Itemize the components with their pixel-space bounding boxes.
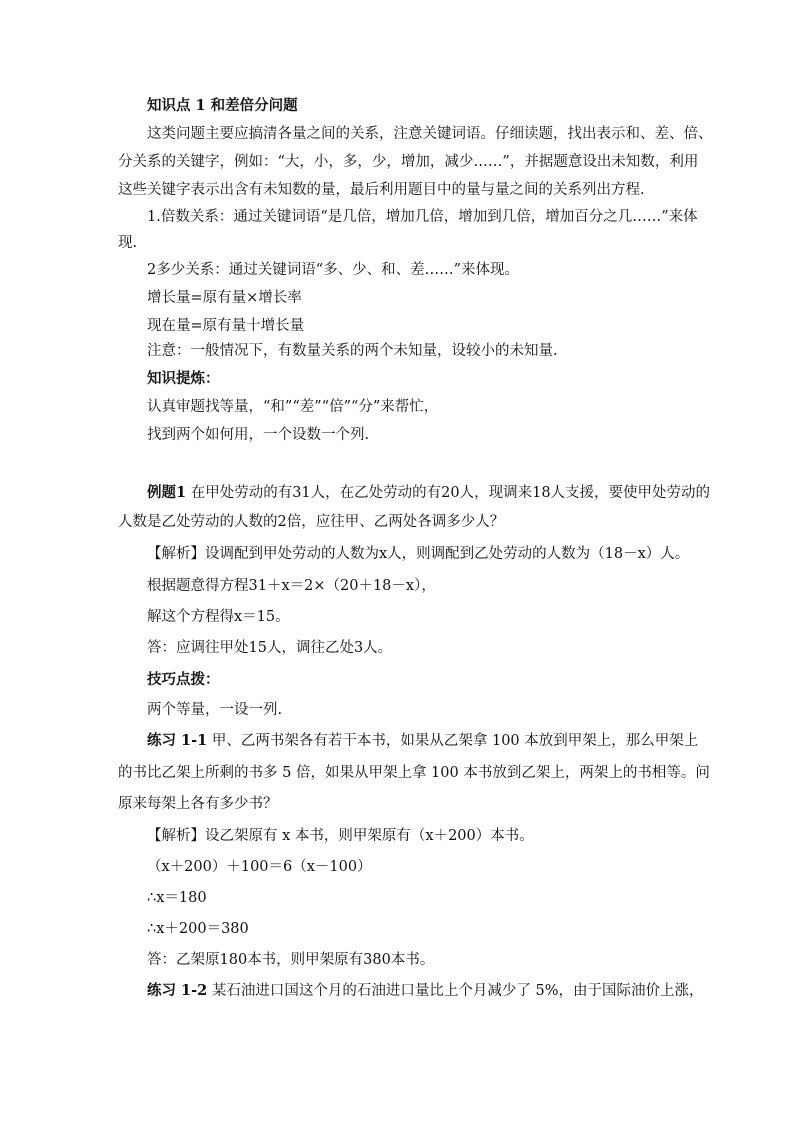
line-formula1: 增长量=原有量×增长率 [147, 290, 302, 306]
line-para1-1: 这类问题主要应搞清各量之间的关系，注意关键词语。仔细读题，找出表示和、差、倍、 [147, 126, 713, 142]
line-note: 注意：一般情况下，有数量关系的两个未知量，设较小的未知量. [147, 343, 558, 359]
line-refine-1: 认真审题找等量，“和”“差”“倍”“分”来帮忙， [147, 399, 439, 415]
line-refine-2: 找到两个如何用，一个设数一个列. [147, 427, 370, 443]
line-kp-title: 知识点 1 和差倍分问题 [147, 97, 298, 114]
line-para1-2: 分关系的关键字，例如：“大，小，多，少，增加，减少……”，并据题意设出未知数，利用 [118, 154, 699, 170]
line-item1-1: 1.倍数关系：通过关键词语“是几倍，增加几倍，增加到几倍，增加百分之几……”来体 [147, 209, 698, 225]
line-pr11-a4: ∴x＋200＝380 [147, 921, 249, 937]
line-tip: 两个等量，一设一列. [147, 702, 283, 718]
line-para1-3: 这些关键字表示出含有未知数的量，最后利用题目中的量与量之间的关系列出方程. [118, 182, 645, 198]
line-formula2: 现在量=原有量十增长量 [147, 318, 305, 334]
line-pr11-q3: 原来每架上各有多少书？ [118, 796, 278, 812]
pr12-q1-text: 某石油进口国这个月的石油进口量比上个月减少了 5%，由于国际油价上涨， [207, 983, 704, 999]
line-pr11-a1: 【解析】设乙架原有 x 本书，则甲架原有（x＋200）本书。 [147, 828, 534, 844]
line-pr12-q1 [147, 981, 703, 1001]
pr12-label: 练习 1-2 [147, 982, 208, 999]
line-ex1-a3: 解这个方程得x＝15。 [147, 609, 290, 625]
refine-title: 知识提炼： [147, 370, 220, 387]
line-ex1-a4: 答：应调往甲处15人，调往乙处3人。 [147, 640, 393, 656]
line-item2: 2多少关系：通过关键词语“多、少、和、差……”来体现。 [147, 262, 520, 278]
line-pr11-a2: （x＋200）＋100＝6（x－100） [147, 859, 372, 875]
pr11-label: 练习 1-1 [147, 732, 208, 749]
line-ex1-q2: 人数是乙处劳动的人数的2倍，应往甲、乙两处各调多少人？ [118, 514, 505, 530]
ex1-label: 例题1 [147, 484, 187, 501]
line-pr11-q1 [147, 731, 698, 751]
line-ex1-a1: 【解析】设调配到甲处劳动的人数为x人，则调配到乙处劳动的人数为（18－x）人。 [147, 546, 690, 562]
line-ex1-a2: 根据题意得方程31＋x＝2×（20＋18－x）， [147, 578, 436, 594]
ex1-q1-text: 在甲处劳动的有31人，在乙处劳动的有20人，现调来18人支援，要使甲处劳动的 [186, 485, 711, 501]
line-pr11-a5: 答：乙架原180本书，则甲架原有380本书。 [147, 952, 435, 968]
pr11-q1-text: 甲、乙两书架各有若干本书，如果从乙架拿 100 本放到甲架上，那么甲架上 [207, 733, 699, 749]
line-pr11-q2: 的书比乙架上所剩的书多 5 倍，如果从甲架上拿 100 本书放到乙架上，两架上的书相等。问 [118, 765, 710, 781]
line-pr11-a3: ∴x＝180 [147, 890, 207, 906]
tip-title: 技巧点拨： [147, 671, 220, 688]
line-item1-2: 现. [118, 235, 138, 251]
line-ex1-q1 [147, 483, 710, 503]
